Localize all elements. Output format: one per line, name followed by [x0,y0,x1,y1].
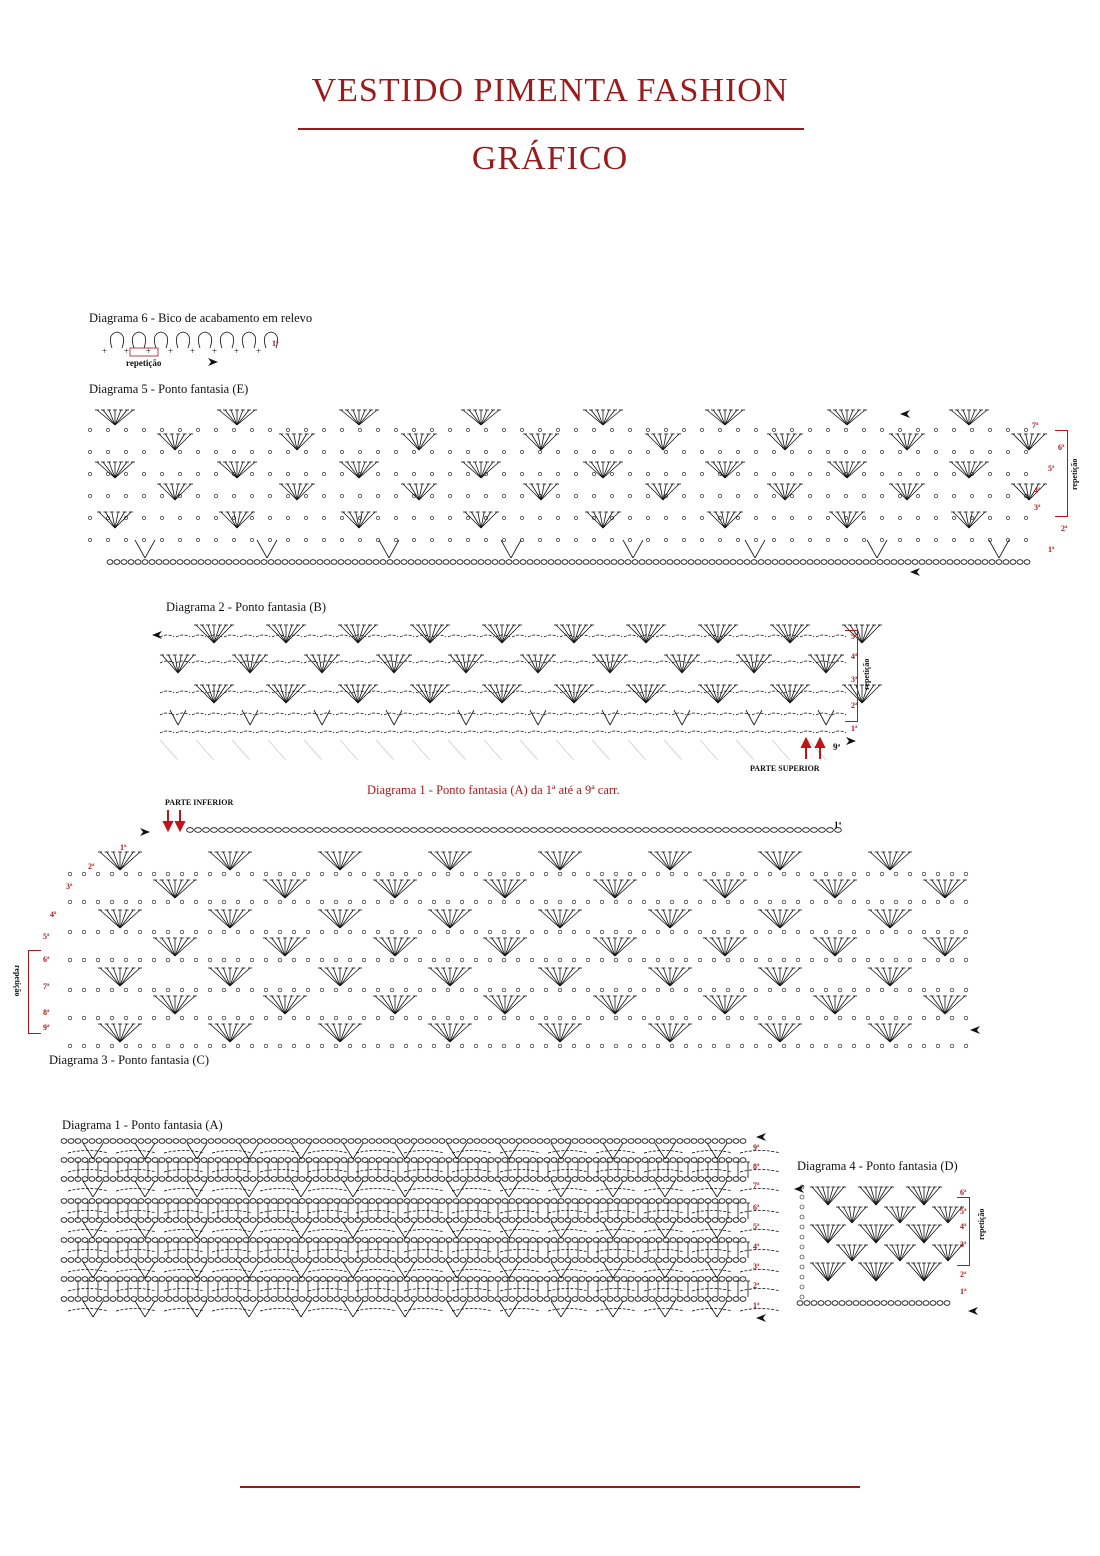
part-top-arrows [800,737,830,761]
diagram3-caption: Diagrama 3 - Ponto fantasia (C) [49,1053,210,1067]
diagram4-row-label: 4ª [960,1222,967,1231]
diagram6-caption: Diagrama 6 - Bico de acabamento em relevo [89,311,313,325]
part-bottom-label: PARTE INFERIOR [165,798,234,807]
svg-text:+: + [102,346,108,356]
diagram1-row-label: 2ª [753,1281,760,1290]
diagram4-repeat-label: repetição [977,1208,986,1240]
diagram3-row-label: 8ª [43,1008,50,1017]
diagram3-row-label: 6ª [43,955,50,964]
svg-text:+: + [146,346,152,356]
diagram5-row-label: 3ª [1034,503,1041,512]
part-top-label: PARTE SUPERIOR [750,764,820,773]
diagram3-row-label: 3ª [66,882,73,891]
diagram3-repeat-bracket [28,950,41,1034]
svg-text:+: + [256,346,262,356]
diagram3-repeat-label: repetição [13,965,22,997]
diagram2-row-label: 2ª [851,701,858,710]
diagram1-row-label: 1ª [753,1301,760,1310]
diagram1-row-label: 3ª [753,1262,760,1271]
svg-text:+: + [168,346,174,356]
diagram3-chart [40,818,985,1053]
document-title: VESTIDO PIMENTA FASHION [311,72,789,109]
svg-text:+: + [190,346,196,356]
diagram1-row-label: 7ª [753,1181,760,1190]
diagram2-row9-label: 9ª [833,742,841,752]
svg-text:+: + [212,346,218,356]
title-divider [298,128,804,130]
diagram3-row-label: 7ª [43,982,50,991]
diagram4-row-label: 3ª [960,1240,967,1249]
diagram2-caption: Diagrama 2 - Ponto fantasia (B) [166,600,327,614]
diagram6-row-label: 1ª [272,339,279,348]
diagram2-repeat-bracket [845,630,858,722]
diagram2-row-label: 3ª [851,675,858,684]
diagram5-row-label: 4ª [1034,486,1041,495]
diagram2-row-label: 4ª [851,652,858,661]
diagram4-row-label: 2ª [960,1270,967,1279]
svg-text:+: + [234,346,240,356]
diagram1-link-caption: Diagrama 1 - Ponto fantasia (A) da 1ª até a 9ª carr. [367,783,620,797]
diagram5-repeat-label: repetição [1070,458,1079,490]
diagram1-caption: Diagrama 1 - Ponto fantasia (A) [62,1118,223,1132]
diagram2-row-label: 1ª [851,724,858,733]
diagram1-row-label: 8ª [753,1162,760,1171]
diagram3-row-label: 5ª [43,932,50,941]
diagram5-row-label: 2ª [1061,524,1068,533]
diagram5-caption: Diagrama 5 - Ponto fantasia (E) [89,382,249,396]
diagram3-row-label: 9ª [43,1023,50,1032]
diagram1-row-label: 6ª [753,1203,760,1212]
diagram5-row-label: 6ª [1058,443,1065,452]
diagram5-row-label: 1ª [1048,545,1055,554]
diagram4-repeat-bracket [957,1197,970,1266]
diagram3-row1-top-label: 1ª [834,820,842,830]
diagram4-row-label: 6ª [960,1188,967,1197]
diagram1-chart [58,1133,773,1328]
diagram2-row-label: 5ª [851,632,858,641]
diagram3-row-label: 1ª [120,843,127,852]
diagram2-repeat-label: repetição [862,658,871,690]
diagram5-repeat-bracket [1055,430,1068,517]
footer-divider [240,1486,860,1488]
svg-text:+: + [124,346,130,356]
diagram6-repeat-label: repetição [126,358,162,368]
diagram5-row-label: 5ª [1048,464,1055,473]
diagram1-row-label: 5ª [753,1222,760,1231]
diagram4-row-label: 5ª [960,1207,967,1216]
diagram5-chart [70,400,1040,575]
diagram4-row-label: 1ª [960,1287,967,1296]
diagram2-chart [148,615,848,760]
diagram3-row-label: 2ª [88,862,95,871]
diagram3-row-label: 4ª [50,910,57,919]
diagram1-row-label: 4ª [753,1242,760,1251]
diagram4-caption: Diagrama 4 - Ponto fantasia (D) [797,1159,958,1173]
diagram1-row-label: 9ª [753,1143,760,1152]
diagram5-row-label: 7ª [1032,421,1039,430]
document-subtitle: GRÁFICO [471,140,629,177]
